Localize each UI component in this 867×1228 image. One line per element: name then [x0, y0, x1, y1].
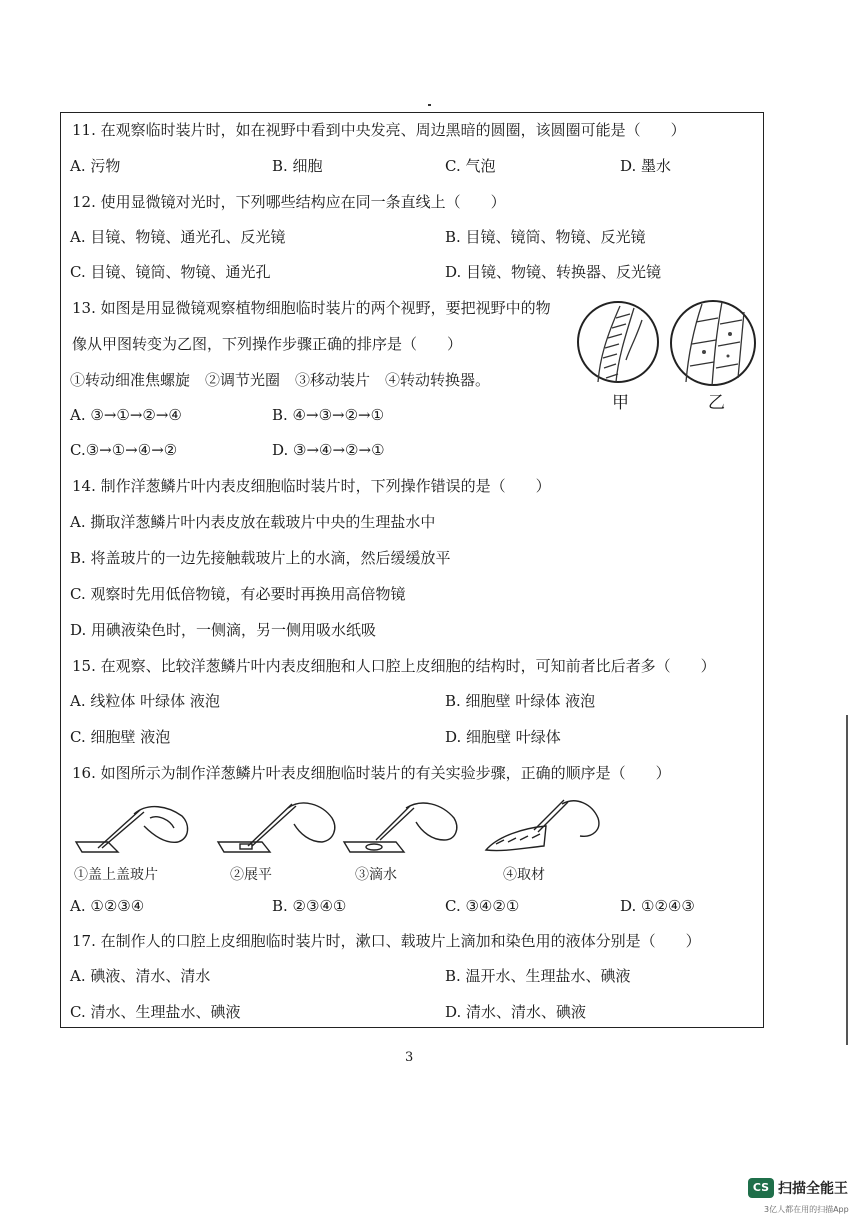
q15-option-b: B. 细胞壁 叶绿体 液泡	[445, 692, 596, 710]
q15-option-c: C. 细胞壁 液泡	[70, 728, 171, 746]
q12-option-b: B. 目镜、镜筒、物镜、反光镜	[445, 228, 646, 246]
q17-option-b: B. 温开水、生理盐水、碘液	[445, 967, 631, 985]
q13-stem-line1: 13. 如图是用显微镜观察植物细胞临时装片的两个视野，要把视野中的物	[72, 299, 551, 317]
q17-option-a: A. 碘液、清水、清水	[70, 967, 211, 985]
q16-step-label-4: ④取材	[503, 867, 545, 883]
q14-stem: 14. 制作洋葱鳞片叶内表皮细胞临时装片时，下列操作错误的是（ ）	[72, 477, 551, 495]
label-jia: 甲	[612, 393, 629, 413]
scanner-app-slogan: 3亿人都在用的扫描App	[764, 1205, 849, 1214]
q16-step-label-3: ③滴水	[355, 867, 397, 883]
step-take-material-figure	[484, 796, 604, 860]
q11-option-a: A. 污物	[70, 157, 121, 175]
q13-stem-line2: 像从甲图转变为乙图，下列操作步骤正确的排序是（ ）	[72, 335, 463, 353]
label-yi: 乙	[708, 393, 725, 413]
q16-step-label-2: ②展平	[230, 867, 272, 883]
q15-option-d: D. 细胞壁 叶绿体	[445, 728, 561, 746]
step-flatten-figure	[222, 796, 342, 860]
step-drop-water-figure	[346, 796, 466, 860]
q11-stem: 11. 在观察临时装片时，如在视野中看到中央发亮、周边黑暗的圆圈，该圆圈可能是（ ）	[72, 121, 686, 139]
q17-option-d: D. 清水、清水、碘液	[445, 1003, 587, 1021]
q13-option-d: D. ③→④→②→①	[272, 441, 385, 459]
q13-steps: ①转动细准焦螺旋 ②调节光圈 ③移动装片 ④转动转换器。	[70, 371, 491, 389]
q14-option-b: B. 将盖玻片的一边先接触载玻片上的水滴，然后缓缓放平	[70, 549, 451, 567]
q16-option-a: A. ①②③④	[70, 897, 145, 915]
q12-stem: 12. 使用显微镜对光时，下列哪些结构应在同一条直线上（ ）	[72, 193, 506, 211]
q16-option-b: B. ②③④①	[272, 897, 347, 915]
q16-option-d: D. ①②④③	[620, 897, 695, 915]
q13-option-a: A. ③→①→②→④	[70, 406, 182, 424]
q14-option-c: C. 观察时先用低倍物镜，有必要时再换用高倍物镜	[70, 585, 406, 603]
q16-step-label-1: ①盖上盖玻片	[74, 867, 158, 883]
scan-edge-mark	[846, 715, 848, 1045]
q14-option-d: D. 用碘液染色时，一侧滴，另一侧用吸水纸吸	[70, 621, 377, 639]
q12-option-a: A. 目镜、物镜、通光孔、反光镜	[70, 228, 286, 246]
q16-option-c: C. ③④②①	[445, 897, 520, 915]
q11-option-b: B. 细胞	[272, 157, 323, 175]
q11-option-c: C. 气泡	[445, 157, 496, 175]
q16-stem: 16. 如图所示为制作洋葱鳞片叶表皮细胞临时装片的有关实验步骤，正确的顺序是（ ）	[72, 764, 671, 782]
q17-option-c: C. 清水、生理盐水、碘液	[70, 1003, 241, 1021]
step-cover-slip-figure	[78, 796, 198, 860]
scanner-app-name: 扫描全能王	[778, 1181, 848, 1197]
q15-stem: 15. 在观察、比较洋葱鳞片叶内表皮细胞和人口腔上皮细胞的结构时，可知前者比后者多（ ）	[72, 657, 716, 675]
view-yi-figure	[668, 298, 758, 388]
view-jia-figure	[576, 298, 660, 386]
q12-option-d: D. 目镜、物镜、转换器、反光镜	[445, 263, 662, 281]
q13-option-c: C.③→①→④→②	[70, 441, 178, 459]
q12-option-c: C. 目镜、镜筒、物镜、通光孔	[70, 263, 271, 281]
page-number: 3	[405, 1050, 414, 1065]
q17-stem: 17. 在制作人的口腔上皮细胞临时装片时，漱口、载玻片上滴加和染色用的液体分别是（ ）	[72, 932, 701, 950]
scanner-logo: CS	[748, 1178, 774, 1198]
q11-option-d: D. 墨水	[620, 157, 672, 175]
q14-option-a: A. 撕取洋葱鳞片叶内表皮放在载玻片中央的生理盐水中	[70, 513, 436, 531]
q13-option-b: B. ④→③→②→①	[272, 406, 385, 424]
speck	[428, 104, 431, 106]
q15-option-a: A. 线粒体 叶绿体 液泡	[70, 692, 220, 710]
question-frame	[60, 112, 764, 1028]
